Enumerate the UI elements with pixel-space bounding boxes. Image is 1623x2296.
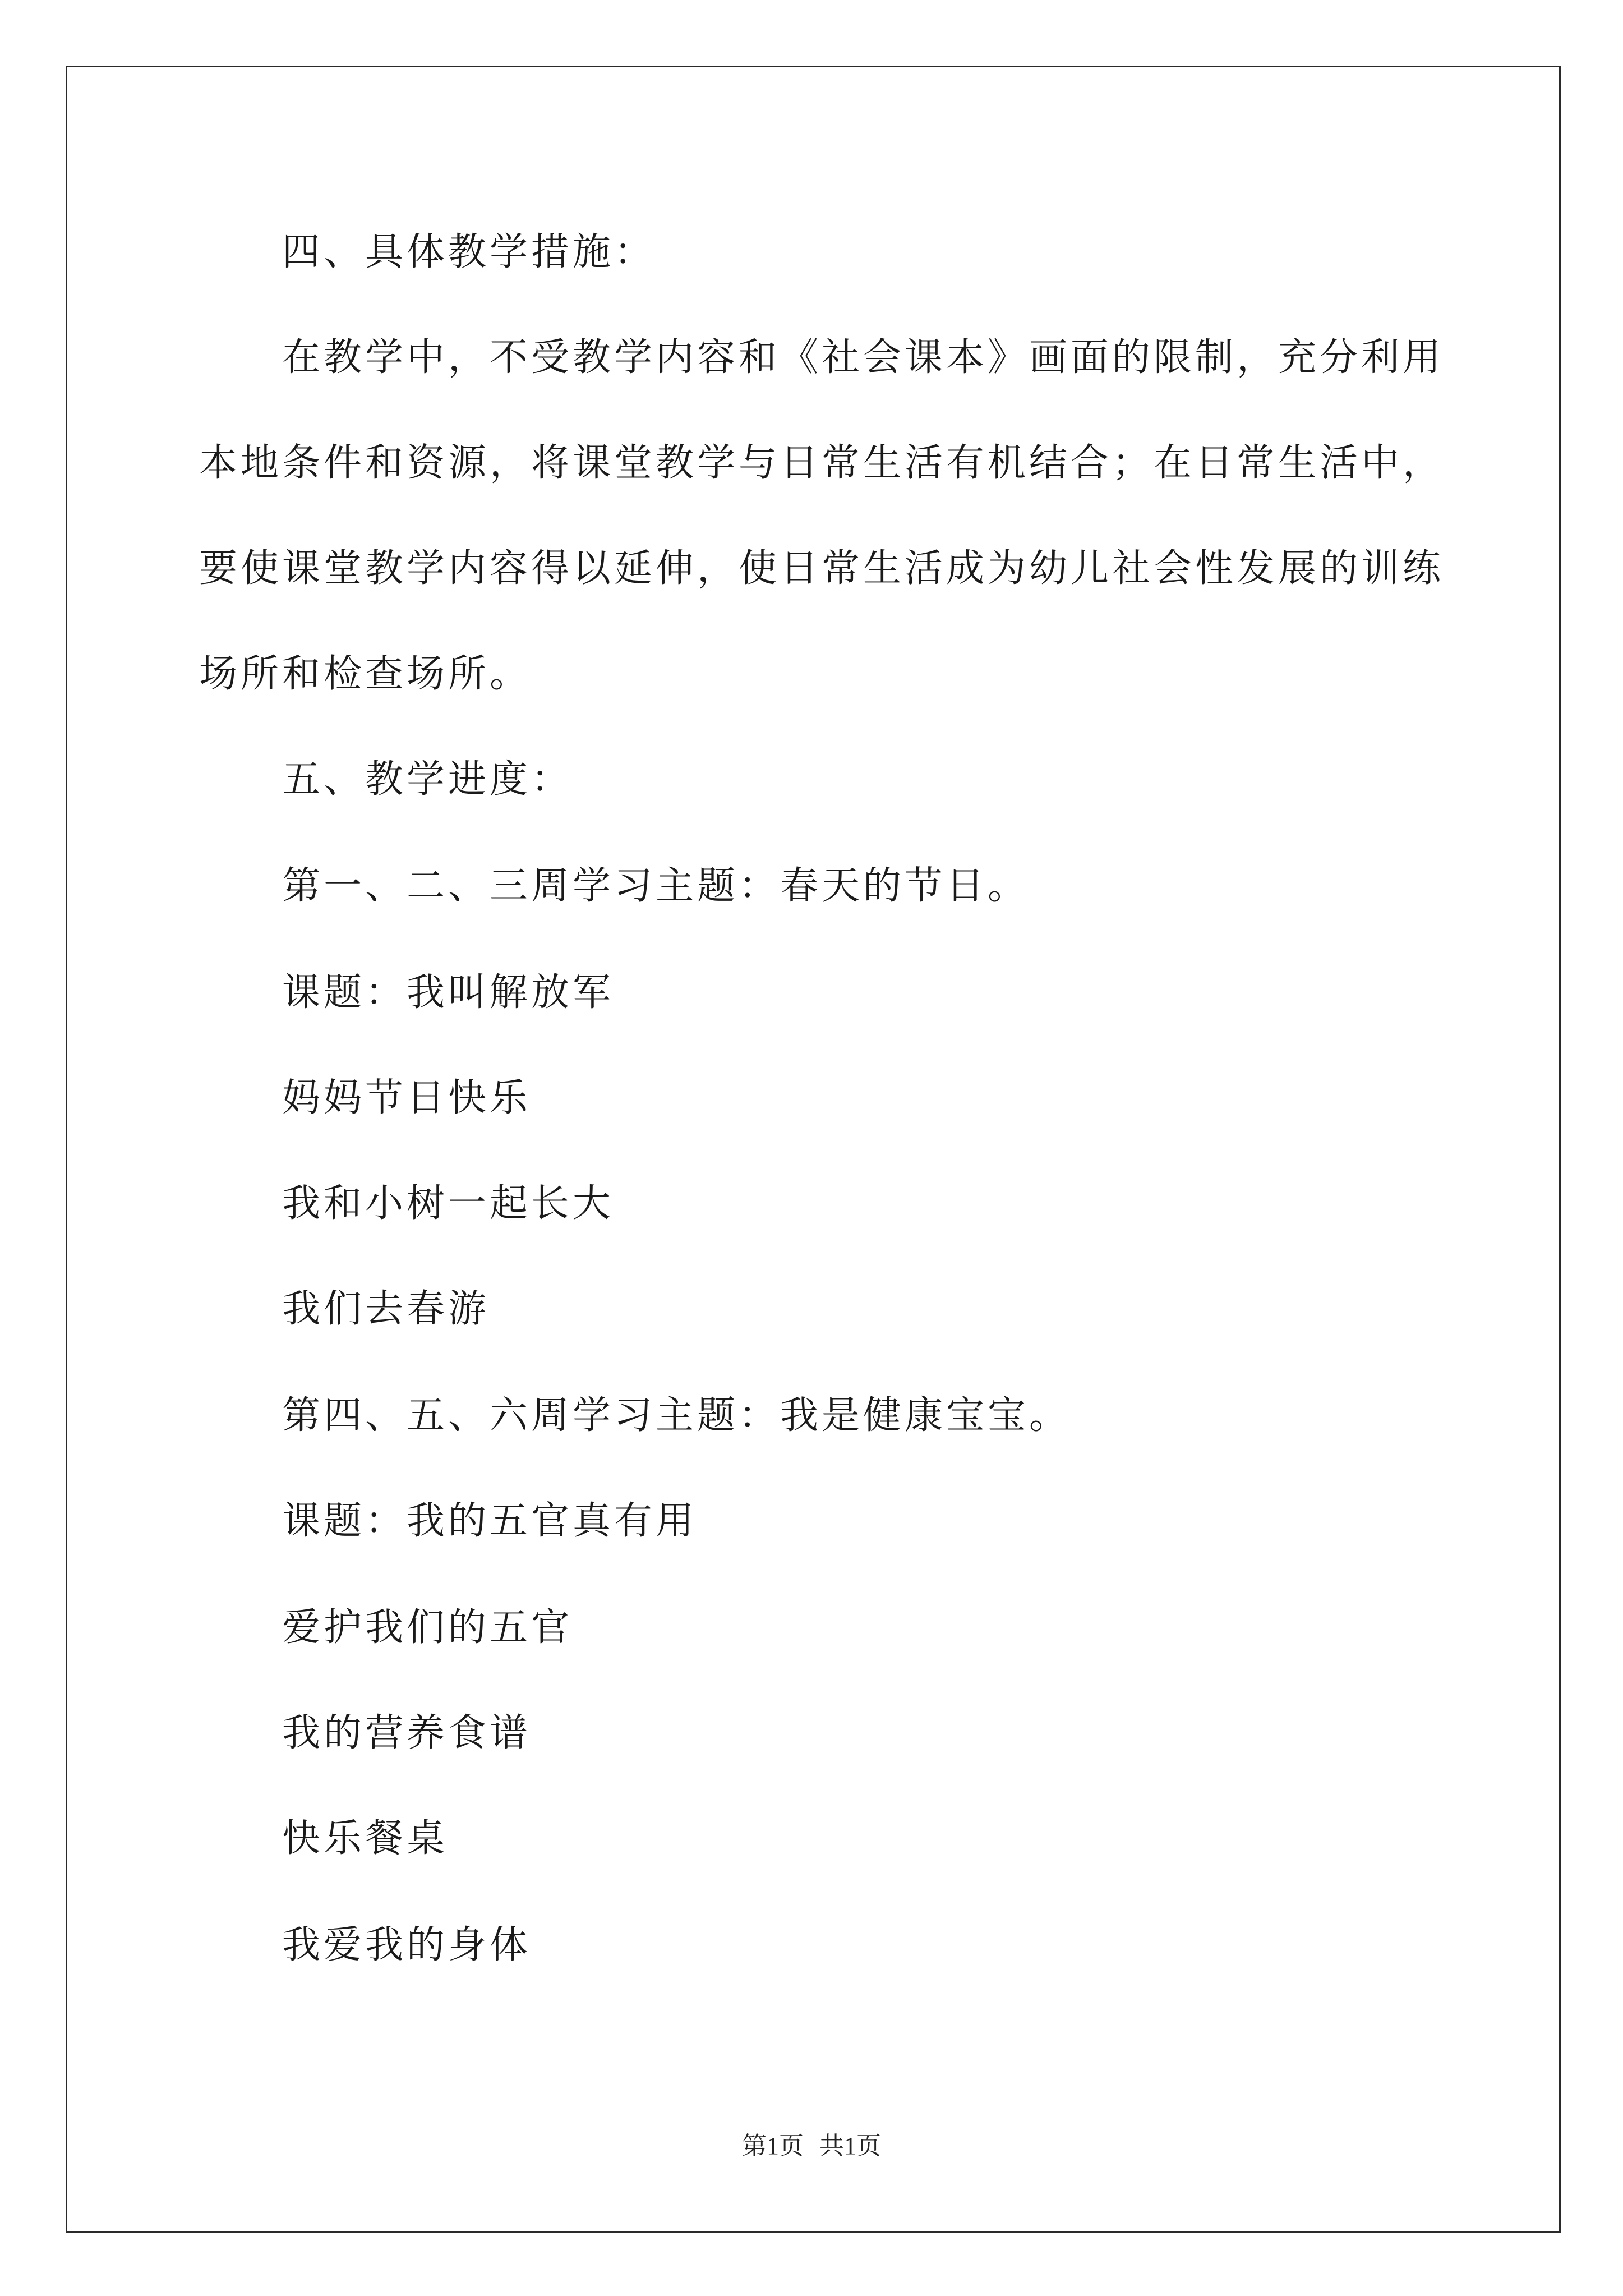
- paragraph-line: 在教学中，不受教学内容和《社会课本》画面的限制，充分利用: [282, 335, 1445, 380]
- topic-line: 我们去春游: [282, 1287, 490, 1331]
- theme-heading: 第四、五、六周学习主题：我是健康宝宝。: [282, 1393, 1071, 1438]
- topic-line: 我爱我的身体: [282, 1923, 532, 1967]
- paragraph-line: 要使课堂教学内容得以延伸，使日常生活成为幼儿社会性发展的训练: [199, 546, 1445, 591]
- topic-line: 妈妈节日快乐: [282, 1076, 532, 1120]
- page-total: 共1页: [819, 2132, 881, 2160]
- topic-line: 我的营养食谱: [282, 1711, 532, 1755]
- section-heading-progress: 五、教学进度：: [282, 757, 573, 802]
- paragraph-line: 场所和检查场所。: [199, 652, 532, 696]
- topic-line: 快乐餐桌: [282, 1816, 449, 1861]
- paragraph-line: 本地条件和资源，将课堂教学与日常生活有机结合；在日常生活中，: [199, 441, 1445, 485]
- topic-line: 我和小树一起长大: [282, 1181, 615, 1226]
- topic-line: 爱护我们的五官: [282, 1605, 573, 1650]
- theme-heading: 第一、二、三周学习主题：春天的节日。: [282, 864, 1030, 908]
- topic-line: 课题：我的五官真有用: [282, 1499, 698, 1543]
- page-border: [66, 66, 1561, 2233]
- section-heading-measures: 四、具体教学措施：: [282, 230, 656, 274]
- topic-line: 课题：我叫解放军: [282, 970, 615, 1015]
- page-number: 第1页: [742, 2132, 804, 2160]
- page-footer: [0, 2131, 1623, 2162]
